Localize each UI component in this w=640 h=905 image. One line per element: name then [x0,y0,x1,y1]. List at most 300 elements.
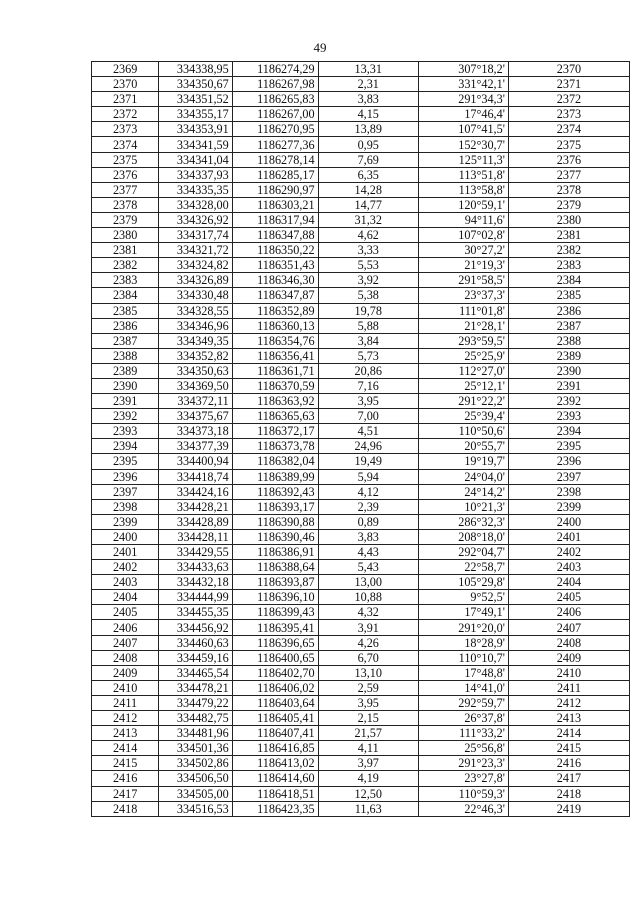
x-coordinate-cell: 334400,94 [159,454,232,469]
next-point-cell: 2414 [508,726,629,741]
next-point-cell: 2418 [508,786,629,801]
distance-cell: 3,33 [318,243,418,258]
next-point-cell: 2401 [508,529,629,544]
next-point-cell: 2373 [508,107,629,122]
table-row [92,378,630,393]
bearing-cell: 113°58,8' [418,182,508,197]
bearing-cell: 107°41,5' [418,122,508,137]
table-row [92,695,630,710]
point-number-cell: 2381 [92,243,159,258]
y-coordinate-cell: 1186317,94 [232,212,318,227]
next-point-cell: 2376 [508,152,629,167]
point-number-cell: 2390 [92,378,159,393]
point-number-cell: 2399 [92,514,159,529]
point-number-cell: 2376 [92,167,159,182]
x-coordinate-cell: 334456,92 [159,620,232,635]
distance-cell: 3,83 [318,92,418,107]
next-point-cell: 2381 [508,228,629,243]
table-row [92,288,630,303]
y-coordinate-cell: 1186403,64 [232,695,318,710]
x-coordinate-cell: 334460,63 [159,635,232,650]
distance-cell: 19,49 [318,454,418,469]
distance-cell: 13,31 [318,62,418,77]
distance-cell: 3,83 [318,529,418,544]
next-point-cell: 2416 [508,756,629,771]
next-point-cell: 2408 [508,635,629,650]
distance-cell: 4,19 [318,771,418,786]
x-coordinate-cell: 334324,82 [159,258,232,273]
x-coordinate-cell: 334418,74 [159,469,232,484]
next-point-cell: 2407 [508,620,629,635]
bearing-cell: 17°48,8' [418,665,508,680]
distance-cell: 4,43 [318,545,418,560]
x-coordinate-cell: 334501,36 [159,741,232,756]
next-point-cell: 2370 [508,62,629,77]
point-number-cell: 2369 [92,62,159,77]
x-coordinate-cell: 334478,21 [159,680,232,695]
distance-cell: 13,10 [318,665,418,680]
point-number-cell: 2387 [92,333,159,348]
x-coordinate-cell: 334428,89 [159,514,232,529]
next-point-cell: 2410 [508,665,629,680]
table-row [92,228,630,243]
table-row [92,424,630,439]
point-number-cell: 2386 [92,318,159,333]
distance-cell: 13,89 [318,122,418,137]
point-number-cell: 2416 [92,771,159,786]
bearing-cell: 25°39,4' [418,409,508,424]
y-coordinate-cell: 1186274,29 [232,62,318,77]
x-coordinate-cell: 334330,48 [159,288,232,303]
x-coordinate-cell: 334350,63 [159,363,232,378]
table-row [92,575,630,590]
next-point-cell: 2385 [508,288,629,303]
point-number-cell: 2407 [92,635,159,650]
next-point-cell: 2412 [508,695,629,710]
table-row [92,409,630,424]
coordinates-table [91,61,630,817]
table-row [92,650,630,665]
x-coordinate-cell: 334346,96 [159,318,232,333]
point-number-cell: 2385 [92,303,159,318]
y-coordinate-cell: 1186388,64 [232,560,318,575]
distance-cell: 20,86 [318,363,418,378]
bearing-cell: 113°51,8' [418,167,508,182]
y-coordinate-cell: 1186354,76 [232,333,318,348]
next-point-cell: 2402 [508,545,629,560]
next-point-cell: 2392 [508,394,629,409]
x-coordinate-cell: 334349,35 [159,333,232,348]
table-row [92,152,630,167]
next-point-cell: 2403 [508,560,629,575]
next-point-cell: 2386 [508,303,629,318]
distance-cell: 6,35 [318,167,418,182]
y-coordinate-cell: 1186423,35 [232,801,318,816]
point-number-cell: 2413 [92,726,159,741]
y-coordinate-cell: 1186267,98 [232,77,318,92]
x-coordinate-cell: 334328,00 [159,197,232,212]
distance-cell: 2,15 [318,711,418,726]
bearing-cell: 23°37,3' [418,288,508,303]
x-coordinate-cell: 334326,89 [159,273,232,288]
table-row [92,801,630,816]
x-coordinate-cell: 334341,04 [159,152,232,167]
bearing-cell: 26°37,8' [418,711,508,726]
table-row [92,62,630,77]
point-number-cell: 2374 [92,137,159,152]
bearing-cell: 110°10,7' [418,650,508,665]
y-coordinate-cell: 1186346,30 [232,273,318,288]
point-number-cell: 2391 [92,394,159,409]
distance-cell: 4,11 [318,741,418,756]
point-number-cell: 2400 [92,529,159,544]
next-point-cell: 2409 [508,650,629,665]
next-point-cell: 2387 [508,318,629,333]
bearing-cell: 152°30,7' [418,137,508,152]
next-point-cell: 2371 [508,77,629,92]
bearing-cell: 291°22,2' [418,394,508,409]
bearing-cell: 331°42,1' [418,77,508,92]
next-point-cell: 2394 [508,424,629,439]
page-number: 49 [313,40,327,55]
bearing-cell: 25°12,1' [418,378,508,393]
distance-cell: 5,53 [318,258,418,273]
next-point-cell: 2374 [508,122,629,137]
y-coordinate-cell: 1186363,92 [232,394,318,409]
table-row [92,258,630,273]
point-number-cell: 2417 [92,786,159,801]
table-row [92,756,630,771]
point-number-cell: 2415 [92,756,159,771]
next-point-cell: 2383 [508,258,629,273]
bearing-cell: 105°29,8' [418,575,508,590]
point-number-cell: 2379 [92,212,159,227]
bearing-cell: 94°11,6' [418,212,508,227]
bearing-cell: 20°55,7' [418,439,508,454]
bearing-cell: 24°04,0' [418,469,508,484]
distance-cell: 10,88 [318,590,418,605]
y-coordinate-cell: 1186389,99 [232,469,318,484]
bearing-cell: 9°52,5' [418,590,508,605]
x-coordinate-cell: 334444,99 [159,590,232,605]
bearing-cell: 110°59,3' [418,786,508,801]
x-coordinate-cell: 334502,86 [159,756,232,771]
x-coordinate-cell: 334321,72 [159,243,232,258]
y-coordinate-cell: 1186382,04 [232,454,318,469]
bearing-cell: 23°27,8' [418,771,508,786]
table-row [92,529,630,544]
next-point-cell: 2399 [508,499,629,514]
x-coordinate-cell: 334338,95 [159,62,232,77]
x-coordinate-cell: 334479,22 [159,695,232,710]
y-coordinate-cell: 1186277,36 [232,137,318,152]
x-coordinate-cell: 334433,63 [159,560,232,575]
x-coordinate-cell: 334317,74 [159,228,232,243]
distance-cell: 3,92 [318,273,418,288]
point-number-cell: 2411 [92,695,159,710]
table-row [92,454,630,469]
point-number-cell: 2377 [92,182,159,197]
table-row [92,439,630,454]
y-coordinate-cell: 1186290,97 [232,182,318,197]
table-row [92,243,630,258]
next-point-cell: 2397 [508,469,629,484]
y-coordinate-cell: 1186418,51 [232,786,318,801]
y-coordinate-cell: 1186390,88 [232,514,318,529]
next-point-cell: 2375 [508,137,629,152]
distance-cell: 4,62 [318,228,418,243]
y-coordinate-cell: 1186303,21 [232,197,318,212]
table-row [92,726,630,741]
distance-cell: 3,84 [318,333,418,348]
distance-cell: 0,95 [318,137,418,152]
bearing-cell: 22°58,7' [418,560,508,575]
point-number-cell: 2405 [92,605,159,620]
distance-cell: 5,38 [318,288,418,303]
point-number-cell: 2412 [92,711,159,726]
table-row [92,107,630,122]
y-coordinate-cell: 1186399,43 [232,605,318,620]
table-row [92,122,630,137]
x-coordinate-cell: 334335,35 [159,182,232,197]
table-row [92,484,630,499]
distance-cell: 2,39 [318,499,418,514]
x-coordinate-cell: 334352,82 [159,348,232,363]
point-number-cell: 2370 [92,77,159,92]
y-coordinate-cell: 1186350,22 [232,243,318,258]
x-coordinate-cell: 334455,35 [159,605,232,620]
point-number-cell: 2378 [92,197,159,212]
bearing-cell: 30°27,2' [418,243,508,258]
x-coordinate-cell: 334326,92 [159,212,232,227]
next-point-cell: 2404 [508,575,629,590]
y-coordinate-cell: 1186270,95 [232,122,318,137]
point-number-cell: 2394 [92,439,159,454]
y-coordinate-cell: 1186390,46 [232,529,318,544]
distance-cell: 3,91 [318,620,418,635]
bearing-cell: 293°59,5' [418,333,508,348]
next-point-cell: 2419 [508,801,629,816]
x-coordinate-cell: 334372,11 [159,394,232,409]
distance-cell: 3,95 [318,394,418,409]
point-number-cell: 2397 [92,484,159,499]
distance-cell: 21,57 [318,726,418,741]
distance-cell: 0,89 [318,514,418,529]
x-coordinate-cell: 334375,67 [159,409,232,424]
y-coordinate-cell: 1186400,65 [232,650,318,665]
point-number-cell: 2380 [92,228,159,243]
bearing-cell: 111°01,8' [418,303,508,318]
x-coordinate-cell: 334459,16 [159,650,232,665]
distance-cell: 7,16 [318,378,418,393]
y-coordinate-cell: 1186285,17 [232,167,318,182]
distance-cell: 5,94 [318,469,418,484]
bearing-cell: 291°20,0' [418,620,508,635]
x-coordinate-cell: 334337,93 [159,167,232,182]
x-coordinate-cell: 334516,53 [159,801,232,816]
point-number-cell: 2404 [92,590,159,605]
next-point-cell: 2405 [508,590,629,605]
point-number-cell: 2406 [92,620,159,635]
x-coordinate-cell: 334481,96 [159,726,232,741]
table-row [92,514,630,529]
bearing-cell: 286°32,3' [418,514,508,529]
y-coordinate-cell: 1186372,17 [232,424,318,439]
distance-cell: 31,32 [318,212,418,227]
bearing-cell: 291°23,3' [418,756,508,771]
point-number-cell: 2392 [92,409,159,424]
table-row [92,545,630,560]
next-point-cell: 2398 [508,484,629,499]
x-coordinate-cell: 334482,75 [159,711,232,726]
x-coordinate-cell: 334424,16 [159,484,232,499]
x-coordinate-cell: 334506,50 [159,771,232,786]
bearing-cell: 107°02,8' [418,228,508,243]
distance-cell: 4,32 [318,605,418,620]
bearing-cell: 292°04,7' [418,545,508,560]
point-number-cell: 2384 [92,288,159,303]
point-number-cell: 2389 [92,363,159,378]
table-row [92,469,630,484]
bearing-cell: 110°50,6' [418,424,508,439]
table-row [92,560,630,575]
table-row [92,605,630,620]
bearing-cell: 125°11,3' [418,152,508,167]
next-point-cell: 2377 [508,167,629,182]
x-coordinate-cell: 334377,39 [159,439,232,454]
table-row [92,303,630,318]
point-number-cell: 2393 [92,424,159,439]
distance-cell: 7,69 [318,152,418,167]
y-coordinate-cell: 1186267,00 [232,107,318,122]
x-coordinate-cell: 334428,11 [159,529,232,544]
next-point-cell: 2406 [508,605,629,620]
bearing-cell: 291°34,3' [418,92,508,107]
point-number-cell: 2410 [92,680,159,695]
next-point-cell: 2388 [508,333,629,348]
distance-cell: 5,43 [318,560,418,575]
next-point-cell: 2391 [508,378,629,393]
next-point-cell: 2372 [508,92,629,107]
y-coordinate-cell: 1186402,70 [232,665,318,680]
next-point-cell: 2378 [508,182,629,197]
table-row [92,590,630,605]
y-coordinate-cell: 1186347,87 [232,288,318,303]
x-coordinate-cell: 334429,55 [159,545,232,560]
point-number-cell: 2398 [92,499,159,514]
y-coordinate-cell: 1186396,65 [232,635,318,650]
x-coordinate-cell: 334369,50 [159,378,232,393]
y-coordinate-cell: 1186356,41 [232,348,318,363]
y-coordinate-cell: 1186278,14 [232,152,318,167]
y-coordinate-cell: 1186416,85 [232,741,318,756]
next-point-cell: 2380 [508,212,629,227]
bearing-cell: 208°18,0' [418,529,508,544]
x-coordinate-cell: 334465,54 [159,665,232,680]
next-point-cell: 2382 [508,243,629,258]
y-coordinate-cell: 1186361,71 [232,363,318,378]
point-number-cell: 2408 [92,650,159,665]
x-coordinate-cell: 334353,91 [159,122,232,137]
next-point-cell: 2395 [508,439,629,454]
next-point-cell: 2411 [508,680,629,695]
distance-cell: 14,28 [318,182,418,197]
coordinates-table-body [92,62,630,817]
y-coordinate-cell: 1186407,41 [232,726,318,741]
distance-cell: 24,96 [318,439,418,454]
x-coordinate-cell: 334432,18 [159,575,232,590]
y-coordinate-cell: 1186392,43 [232,484,318,499]
next-point-cell: 2417 [508,771,629,786]
table-row [92,182,630,197]
bearing-cell: 120°59,1' [418,197,508,212]
distance-cell: 7,00 [318,409,418,424]
point-number-cell: 2396 [92,469,159,484]
table-row [92,212,630,227]
next-point-cell: 2396 [508,454,629,469]
bearing-cell: 21°19,3' [418,258,508,273]
distance-cell: 2,59 [318,680,418,695]
point-number-cell: 2382 [92,258,159,273]
bearing-cell: 22°46,3' [418,801,508,816]
point-number-cell: 2401 [92,545,159,560]
distance-cell: 5,73 [318,348,418,363]
next-point-cell: 2390 [508,363,629,378]
distance-cell: 4,26 [318,635,418,650]
bearing-cell: 10°21,3' [418,499,508,514]
bearing-cell: 25°56,8' [418,741,508,756]
bearing-cell: 112°27,0' [418,363,508,378]
point-number-cell: 2402 [92,560,159,575]
y-coordinate-cell: 1186393,87 [232,575,318,590]
y-coordinate-cell: 1186351,43 [232,258,318,273]
table-row [92,786,630,801]
y-coordinate-cell: 1186265,83 [232,92,318,107]
bearing-cell: 111°33,2' [418,726,508,741]
y-coordinate-cell: 1186373,78 [232,439,318,454]
distance-cell: 19,78 [318,303,418,318]
x-coordinate-cell: 334373,18 [159,424,232,439]
point-number-cell: 2371 [92,92,159,107]
distance-cell: 4,15 [318,107,418,122]
table-row [92,620,630,635]
next-point-cell: 2393 [508,409,629,424]
bearing-cell: 307°18,2' [418,62,508,77]
distance-cell: 11,63 [318,801,418,816]
next-point-cell: 2384 [508,273,629,288]
point-number-cell: 2383 [92,273,159,288]
next-point-cell: 2415 [508,741,629,756]
x-coordinate-cell: 334351,52 [159,92,232,107]
y-coordinate-cell: 1186386,91 [232,545,318,560]
y-coordinate-cell: 1186393,17 [232,499,318,514]
distance-cell: 3,95 [318,695,418,710]
table-row [92,348,630,363]
next-point-cell: 2400 [508,514,629,529]
table-row [92,167,630,182]
distance-cell: 14,77 [318,197,418,212]
table-row [92,665,630,680]
y-coordinate-cell: 1186365,63 [232,409,318,424]
distance-cell: 4,12 [318,484,418,499]
next-point-cell: 2389 [508,348,629,363]
point-number-cell: 2388 [92,348,159,363]
bearing-cell: 24°14,2' [418,484,508,499]
y-coordinate-cell: 1186360,13 [232,318,318,333]
table-row [92,635,630,650]
next-point-cell: 2379 [508,197,629,212]
y-coordinate-cell: 1186395,41 [232,620,318,635]
